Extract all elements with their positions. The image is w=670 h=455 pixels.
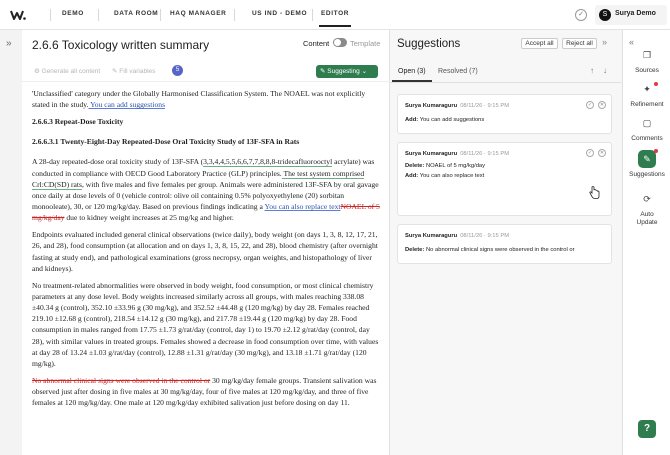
refresh-icon: ⟳: [643, 194, 651, 204]
sources-icon: ❐: [642, 50, 652, 60]
help-button[interactable]: ?: [638, 420, 656, 438]
accept-icon[interactable]: ✓: [587, 150, 593, 156]
rail-label: Sources: [635, 67, 659, 74]
paragraph: Endpoints evaluated included general clinical observations (twice daily), body weight (on days 1, 3, 8, 12, 17, 21, 26, and 28), food consumption (at allocation and on days 1, 3, 8, 15, 22, and 28), blood chemistry (after overnight fasting at study end), and pathological examinations (gross necropsy, organ weights, and histopathology of liver and kidneys).: [32, 230, 378, 273]
rail-item-suggestions[interactable]: [623, 150, 670, 178]
notification-dot: [654, 82, 658, 86]
reject-icon[interactable]: ✕: [599, 102, 605, 108]
suggestion-line: [405, 247, 575, 253]
line-text: You can also replace text: [419, 173, 485, 179]
subsection-heading: 2.6.6.3.1 Twenty-Eight-Day Repeated-Dose Oral Toxicity Study of 13F-SFA in Rats: [32, 137, 300, 147]
document-title: 2.6.6 Toxicology written summary: [32, 38, 210, 52]
paragraph: [32, 88, 380, 110]
nav-divider: [160, 9, 161, 21]
paragraph: No treatment-related abnormalities were observed in body weight, food consumption, or most clinical chemistry parameters at any dose level. Body weights increased similarly across all groups, with males reaching 338.08 ±40.34 g (control), 352.10 ±33.96 g (30 mg/kg), and 352.52 ±44.48 g (120 mg/kg) by day 28. Females reached 219.10 ±12.68 g (control), 218.54 ±14.12 g (30 mg/kg), and 217.78 ±19.44 g (120 mg/kg) by day 28. Food consumption in males ranged from 17.75 ±1.73 g/rat/day (control, day 1) to 19.70 ±2.12 g/rat/day (control, day 28), with similar values in treated groups. Females showed a decrease in food consumption over time, with values at day 28 of 13.24 ±1.03 g/rat/day (control), 12.88 ±1.31 g/rat/day (30 mg/kg), and 13.18 ±1.71 g/rat/day (120 mg/kg).: [32, 280, 379, 369]
text-run: , with five males and five females per group. Animals were administered 13F-SFA by oral gavage once daily at dose levels of 0 (vehicle control: olive oil containing 0.5% polyoxyethylene (20) sorbitan monooleate), 30, or 120 mg/kg/day. Based on previous findings indicating a: [32, 179, 379, 212]
reject-icon[interactable]: ✕: [599, 150, 605, 156]
tab-open[interactable]: Open (3): [398, 68, 426, 75]
nav-divider: [98, 9, 99, 21]
suggestions-icon: ✎: [638, 150, 656, 168]
section-heading: 2.6.6.3 Repeat-Dose Toxicity: [32, 117, 124, 126]
user-name: Surya Demo: [615, 10, 656, 17]
line-text: You can add suggestions: [419, 117, 485, 123]
variables-count-badge: 5: [172, 65, 183, 76]
expand-sidebar-icon[interactable]: »: [6, 38, 12, 49]
suggestion-delete[interactable]: NOAEL of 5 mg/kg/day: [32, 202, 380, 223]
suggestion-card[interactable]: [397, 142, 612, 216]
rail-label: Comments: [631, 135, 663, 142]
nav-item-us-ind-demo[interactable]: US IND - DEMO: [252, 10, 308, 17]
suggestion-delete[interactable]: No abnormal clinical signs were observed in the control or: [32, 375, 211, 385]
editor-pane: [22, 30, 390, 455]
editor-toolbar: [22, 60, 390, 82]
content-template-toggle[interactable]: [333, 38, 347, 47]
document-body[interactable]: [32, 88, 380, 455]
nav-divider: [234, 9, 235, 21]
app-logo-icon[interactable]: [10, 9, 26, 21]
nav-divider: [312, 9, 313, 21]
card-author: [405, 103, 509, 109]
accept-all-button[interactable]: Accept all: [521, 38, 558, 49]
text-run: A 28-day repeated-dose oral toxicity study of 13F-SFA (: [32, 157, 204, 167]
top-navigation: [0, 0, 670, 30]
suggestion-card[interactable]: [397, 224, 612, 264]
paragraph: [32, 156, 380, 223]
rail-item-auto-update[interactable]: [623, 190, 670, 227]
nav-item-data-room[interactable]: DATA ROOM: [114, 10, 159, 17]
timestamp: 08/11/26 · 9:15 PM: [460, 151, 510, 157]
left-collapsed-sidebar: [0, 30, 22, 455]
suggestion-line: [405, 117, 484, 123]
timestamp: 08/11/26 · 9:15 PM: [460, 103, 510, 109]
timestamp: 08/11/26 · 9:15 PM: [460, 233, 510, 239]
highlighted-term[interactable]: 3,3,4,4,5,5,6,6,7,7,8,8,8-tridecafluorooctyl: [203, 157, 333, 167]
nav-item-editor[interactable]: EDITOR: [321, 10, 350, 17]
author-name: Surya Kumaraguru: [405, 233, 458, 239]
content-label[interactable]: Content: [303, 39, 330, 48]
suggestion-line: [405, 173, 484, 179]
line-label: Add:: [405, 173, 419, 179]
card-author: [405, 233, 509, 239]
collapse-rail-icon[interactable]: «: [629, 37, 635, 47]
refinement-icon: ✦: [643, 84, 651, 94]
author-name: Surya Kumaraguru: [405, 151, 458, 157]
nav-item-haq-manager[interactable]: HAQ MANAGER: [170, 10, 227, 17]
arrow-down-icon[interactable]: ↓: [603, 66, 607, 75]
panel-title: Suggestions: [397, 38, 461, 50]
suggestions-panel: [390, 30, 621, 455]
right-rail: [622, 30, 670, 455]
template-label[interactable]: Template: [350, 39, 381, 48]
tab-divider: [390, 82, 621, 83]
suggestion-insert[interactable]: You can also replace text: [264, 202, 341, 212]
line-text: No abnormal clinical signs were observed in the control or: [425, 247, 575, 253]
check-circle-icon[interactable]: ✓: [575, 9, 587, 21]
highlighted-term[interactable]: The test system comprised Crl:CD(SD) rats: [32, 168, 365, 189]
paragraph: [32, 375, 380, 409]
generate-all-label: Generate all content: [41, 68, 101, 75]
tab-resolved[interactable]: Resolved (7): [438, 68, 478, 75]
reject-all-button[interactable]: Reject all: [562, 38, 597, 49]
suggestion-insert[interactable]: You can add suggestions: [88, 100, 166, 110]
rail-label: Refinement: [630, 101, 664, 108]
nav-divider: [50, 9, 51, 21]
suggesting-mode-dropdown[interactable]: ✎ Suggesting ⌄: [316, 65, 378, 78]
rail-label: Auto Update: [636, 211, 658, 226]
avatar: S: [599, 9, 611, 21]
text-run: acrylate) was conducted in compliance with OECD Good Laboratory Practice (GLP) principles.: [32, 157, 375, 178]
line-label: Delete:: [405, 163, 425, 169]
author-name: Surya Kumaraguru: [405, 103, 458, 109]
text-run: 'Unclassified' category under the Globally Harmonised Classification System. The NOAEL was not explicitly stated in the study.: [32, 89, 366, 110]
user-menu[interactable]: [595, 5, 667, 25]
line-label: Delete:: [405, 247, 425, 253]
line-text: NOAEL of 5 mg/kg/day: [425, 163, 486, 169]
collapse-panel-icon[interactable]: »: [602, 37, 608, 47]
fill-variables-label: Fill variables: [119, 68, 156, 75]
text-run: 30 mg/kg/day female groups. Transient salivation was observed just after dosing in five males at 30 mg/kg/day, four of five males at 120 mg/kg/day, and three of five females at 120 mg/kg/day. One male at 120 mg/kg/day exhibited salivation just before dosing on day 11.: [32, 375, 377, 408]
accept-icon[interactable]: ✓: [587, 102, 593, 108]
hand-pointer-icon: [589, 186, 600, 199]
arrow-up-icon[interactable]: ↑: [590, 66, 594, 75]
nav-item-demo[interactable]: DEMO: [62, 10, 84, 17]
card-author: [405, 151, 509, 157]
suggesting-mode-label: Suggesting: [327, 68, 360, 75]
rail-item-refinement[interactable]: [623, 80, 670, 108]
rail-label: Suggestions: [629, 171, 665, 178]
fill-variables-button[interactable]: ✎ Fill variables: [112, 68, 156, 75]
comments-icon: ▢: [642, 118, 652, 128]
suggestion-line: [405, 163, 485, 169]
line-label: Add:: [405, 117, 419, 123]
generate-all-content-button[interactable]: ⚙ Generate all content: [34, 68, 101, 75]
notification-dot: [654, 149, 658, 153]
rail-item-sources[interactable]: [623, 46, 670, 74]
suggestion-card[interactable]: [397, 94, 612, 134]
rail-item-comments[interactable]: [623, 114, 670, 142]
text-run: due to kidney weight increases at 25 mg/kg and higher.: [64, 213, 234, 223]
